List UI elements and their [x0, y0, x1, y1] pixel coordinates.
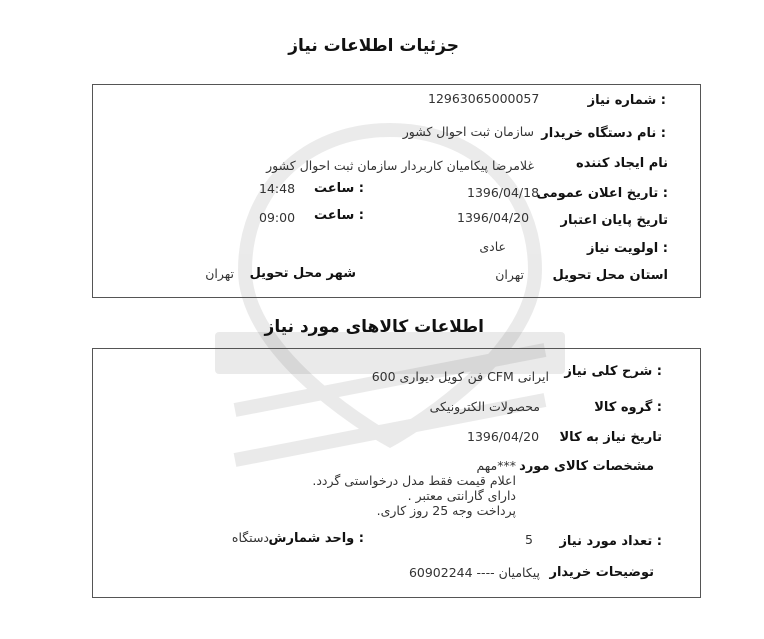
buyer-notes-value: پیکامیان ---- 60902244 [408, 565, 540, 580]
priority-label: اولویت نیاز : [586, 241, 668, 256]
expiry-date-label: تاریخ پایان اعتبار [560, 213, 668, 228]
announce-time-value: 14:48 [259, 181, 296, 196]
buyer-org-label: نام دستگاه خریدار : [541, 126, 666, 141]
province-value: تهران [495, 267, 524, 282]
expiry-date-value: 1396/04/20 [457, 210, 530, 225]
goods-info-title: اطلاعات کالاهای مورد نیاز [264, 317, 484, 337]
city-label: شهر محل تحویل [249, 266, 356, 281]
announce-date-label: تاریخ اعلان عمومی : [536, 186, 668, 201]
specs-text [256, 458, 516, 518]
announce-date-value: 1396/04/18 [467, 185, 540, 200]
announce-time-label: ساعت : [313, 181, 364, 196]
unit-value: دستگاه [231, 530, 269, 545]
priority-value: عادی [479, 239, 506, 254]
buyer-notes-label: توضیحات خریدار [549, 565, 654, 580]
creator-value: غلامرضا پیکامیان کاربردار سازمان ثبت احوال کشور [266, 158, 534, 173]
goods-group-value: محصولات الکترونیکی [429, 399, 540, 414]
specs-line: پرداخت وجه 25 روز کاری. [376, 503, 516, 518]
goods-desc-label: شرح کلی نیاز : [564, 364, 662, 379]
need-number-value: 12963065000057 [428, 91, 540, 106]
need-number-label: شماره نیاز : [587, 93, 666, 108]
unit-label: واحد شمارش : [268, 531, 364, 546]
expiry-time-label: ساعت : [313, 208, 364, 223]
goods-desc-value: فن کویل دیواری 600 CFM ایرانی [371, 369, 549, 384]
qty-value: 5 [525, 532, 533, 547]
need-date-value: 1396/04/20 [467, 429, 540, 444]
need-date-label: تاریخ نیاز به کالا [559, 430, 662, 445]
goods-group-label: گروه کالا : [594, 400, 662, 415]
expiry-time-value: 09:00 [259, 210, 296, 225]
province-label: استان محل تحویل [552, 268, 668, 283]
need-details-title: جزئیات اطلاعات نیاز [288, 36, 459, 56]
buyer-org-value: سازمان ثبت احوال کشور [402, 124, 534, 139]
specs-line: ***مهم [476, 458, 516, 473]
specs-line: دارای گارانتی معتبر . [407, 488, 516, 503]
creator-label: نام ایجاد کننده [576, 156, 668, 171]
city-value: تهران [205, 266, 234, 281]
specs-label: مشخصات کالای مورد [519, 459, 654, 474]
specs-line: اعلام قیمت فقط مدل درخواستی گردد. [312, 473, 516, 488]
qty-label: تعداد مورد نیاز : [559, 534, 662, 549]
